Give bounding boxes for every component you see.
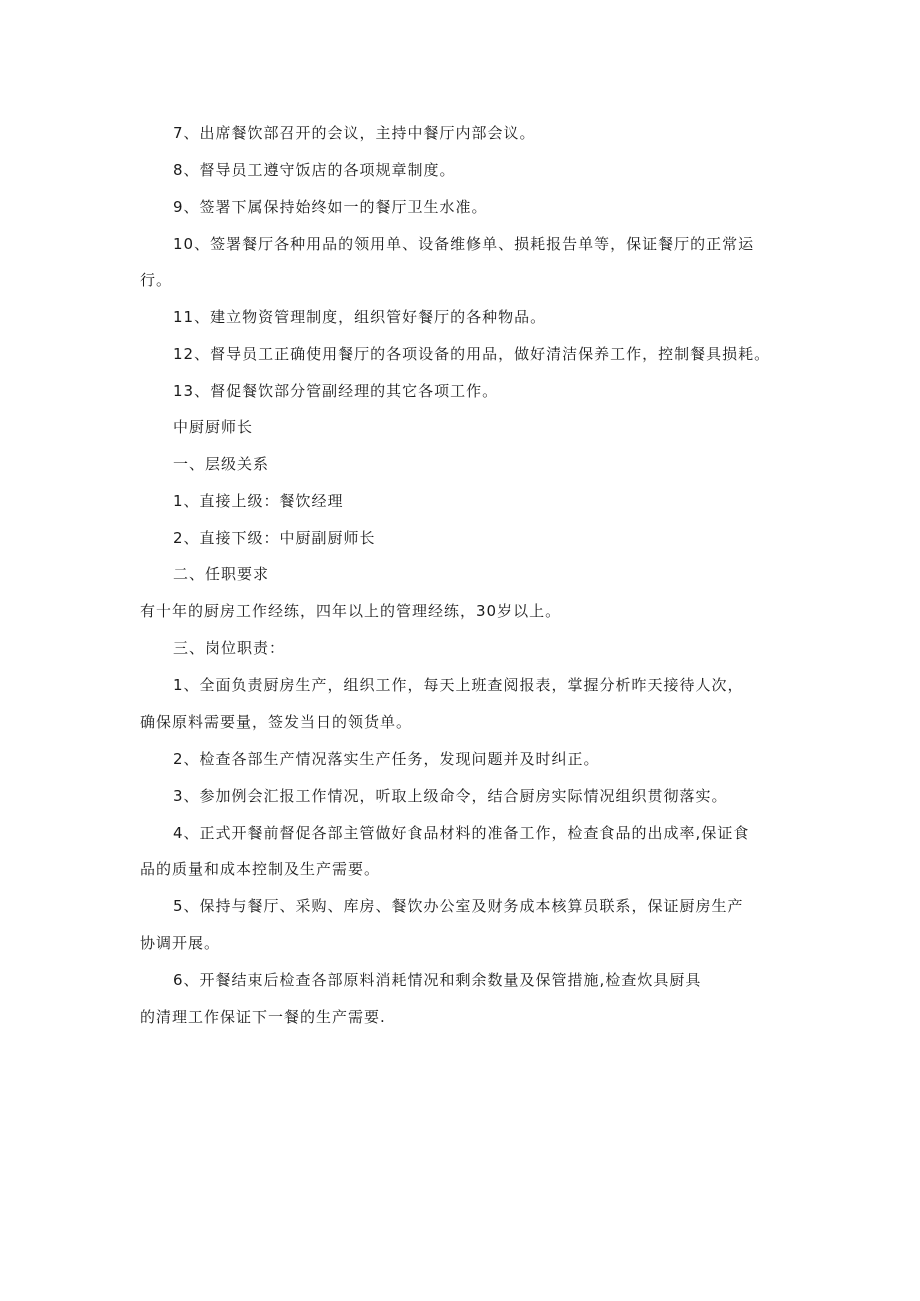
text-line: 5、保持与餐厅、采购、库房、餐饮办公室及财务成本核算员联系，保证厨房生产 <box>173 897 744 915</box>
text-line: 10、签署餐厅各种用品的领用单、设备维修单、损耗报告单等，保证餐厅的正常运 <box>173 235 755 253</box>
text-line: 品的质量和成本控制及生产需要。 <box>140 860 381 878</box>
text-line: 1、全面负责厨房生产，组织工作，每天上班查阅报表，掌握分析昨天接待人次， <box>173 676 744 694</box>
section-heading: 三、岗位职责： <box>173 639 286 657</box>
text-line: 行。 <box>140 271 173 289</box>
text-line: 9、签署下属保持始终如一的餐厅卫生水准。 <box>173 198 488 216</box>
text-line: 8、督导员工遵守饭店的各项规章制度。 <box>173 161 456 179</box>
section-title: 中厨厨师长 <box>173 418 254 436</box>
text-line: 13、督促餐饮部分管副经理的其它各项工作。 <box>173 382 499 400</box>
section-heading: 一、层级关系 <box>173 455 270 473</box>
text-line: 12、督导员工正确使用餐厅的各项设备的用品，做好清洁保养工作，控制餐具损耗。 <box>173 345 771 363</box>
text-line: 6、开餐结束后检查各部原料消耗情况和剩余数量及保管措施,检查炊具厨具 <box>173 971 702 989</box>
text-line: 1、直接上级：餐饮经理 <box>173 492 344 510</box>
text-line: 有十年的厨房工作经练，四年以上的管理经练，30岁以上。 <box>140 602 562 620</box>
text-line: 3、参加例会汇报工作情况，听取上级命令，结合厨房实际情况组织贯彻落实。 <box>173 787 728 805</box>
text-line: 11、建立物资管理制度，组织管好餐厅的各种物品。 <box>173 308 547 326</box>
text-line: 的清理工作保证下一餐的生产需要. <box>140 1008 386 1026</box>
text-line: 7、出席餐饮部召开的会议，主持中餐厅内部会议。 <box>173 124 536 142</box>
section-heading: 二、任职要求 <box>173 565 270 583</box>
text-line: 确保原料需要量，签发当日的领货单。 <box>140 713 413 731</box>
text-line: 协调开展。 <box>140 934 221 952</box>
text-line: 2、直接下级：中厨副厨师长 <box>173 529 376 547</box>
text-line: 4、正式开餐前督促各部主管做好食品材料的准备工作，检查食品的出成率,保证食 <box>173 824 750 842</box>
text-line: 2、检查各部生产情况落实生产任务，发现问题并及时纠正。 <box>173 750 600 768</box>
